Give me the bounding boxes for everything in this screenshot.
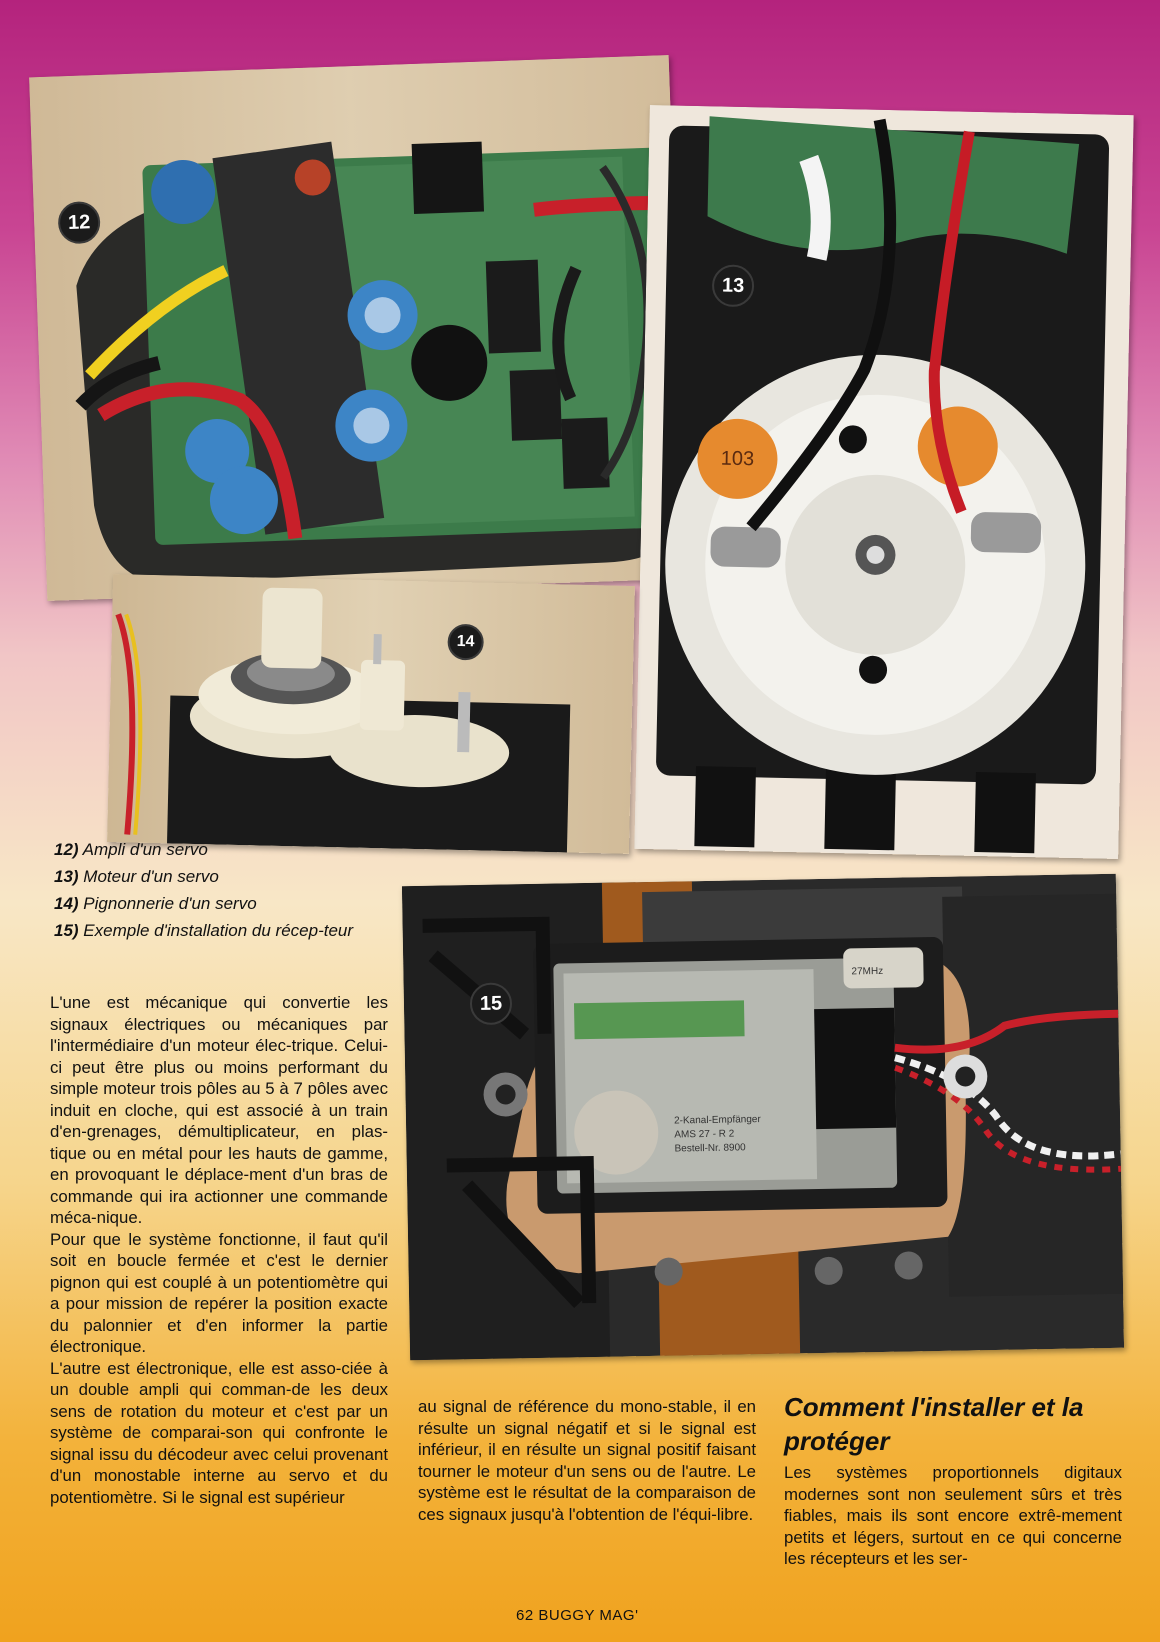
article-column-right: [784, 1462, 1122, 1570]
article-paragraph: L'autre est électronique, elle est asso-ciée à un double ampli qui comman-de les deux sens de rotation du moteur et c'est par un système de comparai-son qui confronte le signal issu du décodeur avec celui provenant d'un monostable interne au servo et du potentiomètre. Si le signal est supérieur: [50, 1358, 388, 1507]
article-paragraph: L'une est mécanique qui convertie les signaux électriques ou mécaniques par l'intermédiaire d'un moteur élec-trique. Celui-ci peut être plus ou moins performant du simple moteur trois pôles au 5 à 7 pôles avec induit en cloche, qui est associé à un train d'en-grenages, démultiplicateur, en plas-tique ou en métal pour les hauts de gamme, en provoquant le déplace-ment d'un bras de commande qui ira actionner une commande méca-nique.: [50, 993, 388, 1227]
photo-number-badge: 12: [57, 201, 100, 244]
article-column-left: [50, 992, 388, 1508]
receiver-model-text: 2-Kanal-Empfänger: [673, 1114, 761, 1127]
capacitor-label: 103: [720, 447, 755, 471]
page-folio: 62 BUGGY MAG': [516, 1607, 639, 1624]
crystal-frequency: 27MHz: [851, 965, 884, 978]
receiver-installation-image: [402, 874, 1124, 1360]
caption-15: 15) Exemple d'installation du récep-teur: [54, 921, 354, 940]
caption-14: 14) Pignonnerie d'un servo: [54, 894, 257, 913]
article-column-middle: [418, 1396, 756, 1525]
servo-amplifier-image: [29, 55, 687, 601]
servo-gears-image: [107, 574, 635, 854]
photo-number-badge: 13: [712, 264, 755, 307]
article-paragraph: au signal de référence du mono-stable, il en résulte un signal négatif et si le signal est inférieur, il en résulte un signal positif faisant tourner le moteur d'un sens ou de l'autre. Le système est le résultat de la comparaison de ces signaux jusqu'à l'obtention de l'équi-libre.: [418, 1397, 756, 1524]
photo-servo-amplifier: [29, 55, 687, 601]
photo-receiver-installation: [402, 874, 1124, 1360]
article-paragraph: Les systèmes proportionnels digitaux modernes sont non seulement sûrs et très fiables, mais ils sont encore extrê-mement petits et légers, surtout en ce qui concerne les récepteurs et les ser-: [784, 1463, 1122, 1568]
receiver-model-code: AMS 27 - R 2: [674, 1128, 735, 1141]
caption-12: 12) Ampli d'un servo: [54, 840, 208, 859]
photo-number-badge: 15: [470, 982, 513, 1025]
servo-motor-image: [634, 105, 1133, 859]
receiver-order-number: Bestell-Nr. 8900: [674, 1142, 746, 1155]
caption-13: 13) Moteur d'un servo: [54, 867, 219, 886]
photo-captions: [54, 836, 394, 944]
article-paragraph: Pour que le système fonctionne, il faut qu'il soit en boucle fermée et c'est le dernier pignon qui est couplé à un potentiomètre qui a pour mission de repérer la position exacte du palonnier et d'en informer la partie électronique.: [50, 1229, 388, 1356]
photo-number-badge: 14: [447, 624, 484, 661]
photo-servo-motor: [634, 105, 1133, 859]
photo-servo-gears: [107, 574, 635, 854]
section-heading: Comment l'installer et la protéger: [784, 1392, 1084, 1456]
